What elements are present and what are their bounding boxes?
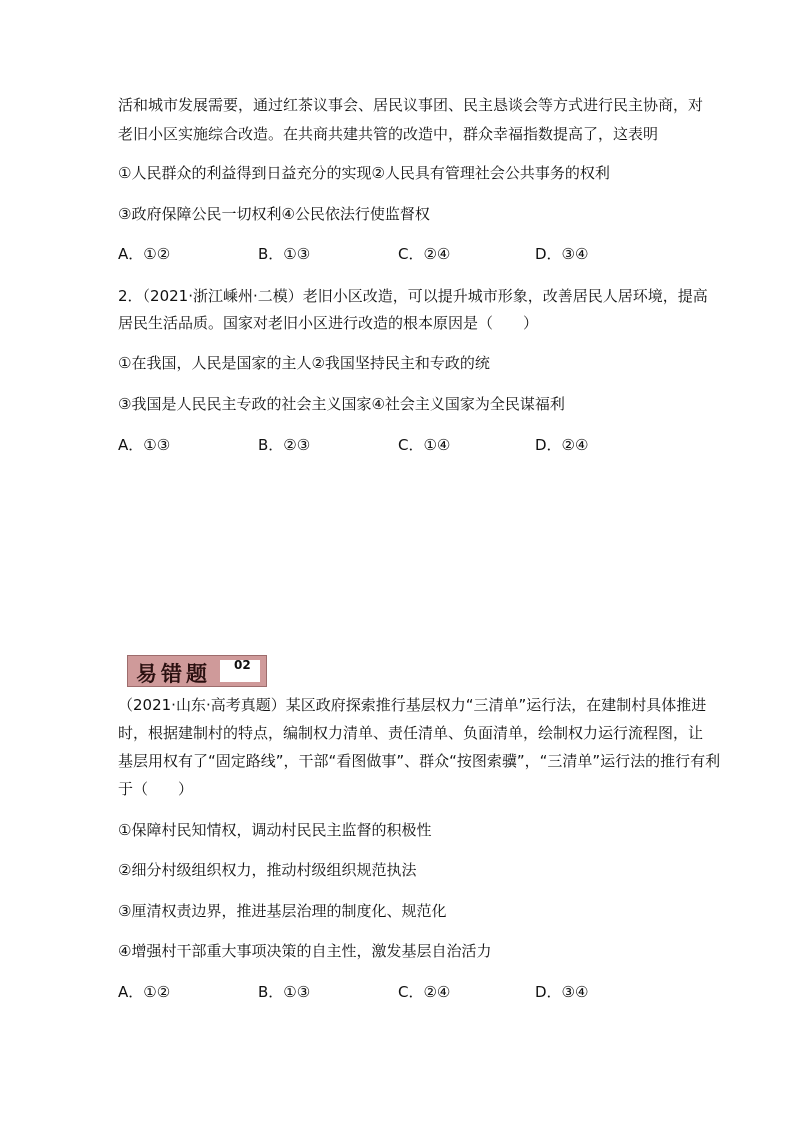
q1-option-b[interactable]: B．①③ xyxy=(258,245,311,263)
q3-stem-line-1: （2021·山东·高考真题）某区政府探索推行基层权力“三清单”运行法，在建制村具体推进 xyxy=(118,696,707,714)
q1-option-a[interactable]: A．①② xyxy=(118,245,171,263)
q1-options xyxy=(118,244,678,264)
q1-option-c[interactable]: C．②④ xyxy=(398,245,451,263)
q2-options xyxy=(118,435,678,455)
q3-stem-line-3: 基层用权有了“固定路线”，干部“看图做事”、群众“按图索骥”，“三清单”运行法的推行有利 xyxy=(118,752,721,770)
badge-number-box xyxy=(220,660,260,682)
q1-item-line-2: ③政府保障公民一切权利④公民依法行使监督权 xyxy=(118,205,430,223)
q3-item-1: ①保障村民知情权，调动村民民主监督的积极性 xyxy=(118,821,432,839)
q3-options xyxy=(118,982,678,1002)
q3-item-4: ④增强村干部重大事项决策的自主性，激发基层自治活力 xyxy=(118,942,492,960)
q2-option-c[interactable]: C．①④ xyxy=(398,436,451,454)
badge-title: 易错题 xyxy=(136,661,211,686)
q3-option-d[interactable]: D．③④ xyxy=(535,983,589,1001)
q2-option-b[interactable]: B．②③ xyxy=(258,436,311,454)
badge-number: 02 xyxy=(234,658,251,672)
q3-option-b[interactable]: B．①③ xyxy=(258,983,311,1001)
q2-option-d[interactable]: D．②④ xyxy=(535,436,589,454)
error-prone-badge xyxy=(127,655,267,687)
q2-stem-line-1: 2．（2021·浙江嵊州·二模）老旧小区改造，可以提升城市形象，改善居民人居环境，提高 xyxy=(118,287,708,305)
q3-item-3: ③厘清权责边界，推进基层治理的制度化、规范化 xyxy=(118,902,447,920)
q1-option-d[interactable]: D．③④ xyxy=(535,245,589,263)
q2-option-a[interactable]: A．①③ xyxy=(118,436,171,454)
q1-stem-line-1: 活和城市发展需要，通过红茶议事会、居民议事团、民主恳谈会等方式进行民主协商，对 xyxy=(118,96,704,114)
q3-stem-line-4: 于（ ） xyxy=(118,780,194,798)
q2-item-line-2: ③我国是人民民主专政的社会主义国家④社会主义国家为全民谋福利 xyxy=(118,395,565,413)
q2-item-line-1: ①在我国，人民是国家的主人②我国坚持民主和专政的统 xyxy=(118,354,490,372)
q3-option-a[interactable]: A．①② xyxy=(118,983,171,1001)
q1-stem-line-2: 老旧小区实施综合改造。在共商共建共管的改造中，群众幸福指数提高了，这表明 xyxy=(118,125,659,143)
q3-option-c[interactable]: C．②④ xyxy=(398,983,451,1001)
q1-item-line-1: ①人民群众的利益得到日益充分的实现②人民具有管理社会公共事务的权利 xyxy=(118,164,610,182)
q2-stem-line-2: 居民生活品质。国家对老旧小区进行改造的根本原因是（ ） xyxy=(118,314,539,332)
q3-item-2: ②细分村级组织权力，推动村级组织规范执法 xyxy=(118,861,417,879)
q3-stem-line-2: 时，根据建制村的特点，编制权力清单、责任清单、负面清单，绘制权力运行流程图，让 xyxy=(118,724,704,742)
